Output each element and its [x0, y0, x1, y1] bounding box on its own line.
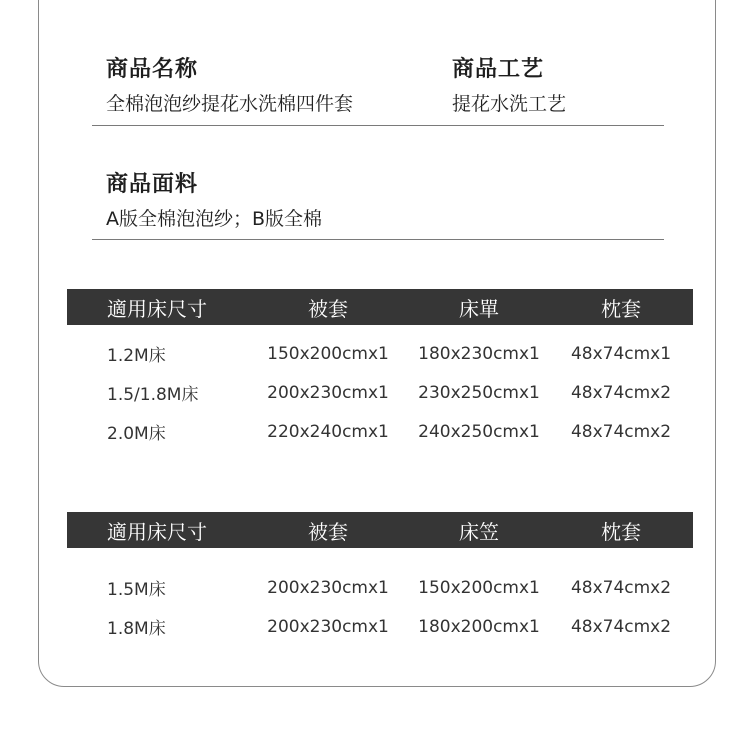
product-fabric-label: 商品面料 [106, 172, 199, 197]
table-row [67, 334, 693, 373]
table-b-header-duvet: 被套 [308, 519, 348, 544]
table-cell: 200x230cmx1 [267, 616, 389, 637]
product-craft-value: 提花水洗工艺 [452, 93, 567, 115]
table-cell: 230x250cmx1 [418, 382, 540, 403]
table-cell: 150x200cmx1 [267, 343, 389, 364]
table-row [67, 607, 693, 646]
product-fabric-value: A版全棉泡泡纱；B版全棉 [106, 208, 323, 230]
table-cell: 48x74cmx2 [570, 577, 672, 598]
divider-2 [92, 239, 664, 240]
table-cell: 150x200cmx1 [418, 577, 540, 598]
table-a-header-sheet: 床單 [459, 296, 499, 321]
table-cell: 48x74cmx2 [570, 616, 672, 637]
table-row [67, 568, 693, 607]
table-cell: 48x74cmx1 [570, 343, 672, 364]
table-a-header-duvet: 被套 [308, 296, 348, 321]
table-cell: 1.5/1.8M床 [107, 385, 199, 405]
product-name-value: 全棉泡泡纱提花水洗棉四件套 [106, 93, 354, 115]
product-name-label: 商品名称 [106, 57, 199, 82]
table-cell: 220x240cmx1 [267, 421, 389, 442]
table-cell: 180x200cmx1 [418, 616, 540, 637]
table-b-header [67, 512, 693, 548]
table-b-header-size: 適用床尺寸 [107, 519, 207, 544]
table-cell: 1.5M床 [107, 580, 166, 600]
product-craft-label: 商品工艺 [452, 57, 545, 82]
table-cell: 1.8M床 [107, 619, 166, 639]
table-row [67, 373, 693, 412]
table-b-header-fitted-sheet: 床笠 [459, 519, 499, 544]
table-cell: 48x74cmx2 [570, 421, 672, 442]
size-table-b [67, 512, 693, 646]
table-cell: 240x250cmx1 [418, 421, 540, 442]
table-cell: 180x230cmx1 [418, 343, 540, 364]
table-cell: 2.0M床 [107, 424, 166, 444]
table-a-header-pillowcase: 枕套 [601, 296, 641, 321]
table-b-header-pillowcase: 枕套 [601, 519, 641, 544]
table-cell: 48x74cmx2 [570, 382, 672, 403]
table-row [67, 412, 693, 451]
table-a-header-size: 適用床尺寸 [107, 296, 207, 321]
product-name-block [106, 52, 353, 116]
size-table-a [67, 289, 693, 451]
table-cell: 200x230cmx1 [267, 577, 389, 598]
table-a-header [67, 289, 693, 325]
table-cell: 1.2M床 [107, 346, 166, 366]
table-cell: 200x230cmx1 [267, 382, 389, 403]
product-fabric-block [106, 167, 322, 231]
product-craft-block [452, 52, 566, 116]
divider-1 [92, 125, 664, 126]
